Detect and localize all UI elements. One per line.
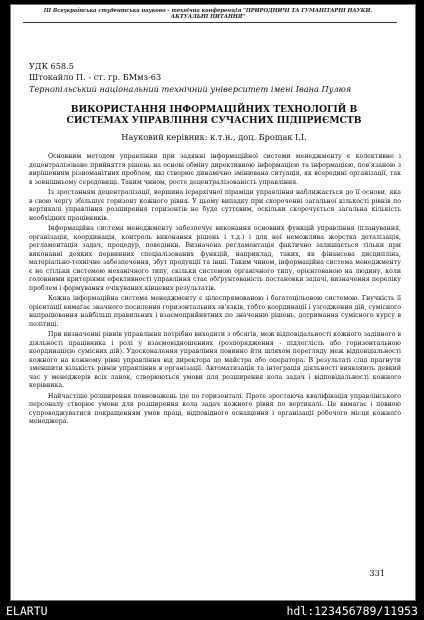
- article-title-line-1: ВИКОРИСТАННЯ ІНФОРМАЦІЙНИХ ТЕХНОЛОГІЙ В: [70, 104, 358, 115]
- article-body: [29, 153, 401, 429]
- scientific-advisor: Науковий керівник: к.т.н., доц. Брощак І.І.: [121, 132, 307, 142]
- article-title: [31, 104, 397, 126]
- body-paragraph: Найчастіше розширення повноважень іде по горизонталі. Проте зростаюча кваліфікація управлінського персоналу створює умови для розширення кола задач кожного рівня по вертикалі. Це вимагає і повною супроводжуватися покращенням умов праці, відповідного оснащення і організації робочого місця кожного менеджера.: [29, 392, 401, 425]
- university-line: Тернопільський національний технічний університет імені Івана Пулюя: [29, 84, 352, 94]
- body-paragraph: Інформаційна система менеджменту забезпечує виконання основних функцій управління (планування, організація, координація, контроль виконання рішень і т.д.) і для неї неможлива жорстка деталізація, регламентація задач, процедур, поведінки. Визначена регламентація фактично залишається тільки при виконанні деяких первинних спеціалізованих функцій, наприклад, таких, як фінансова дисципліна, матеріально-технічне забезпечення, збут продукції та інші. Таким чином, інформаційна система менеджменту є не стільки системою механічного типу, скільки системою органічного типу, орієнтованою на людину, коли головними критеріями ефективності управління стає обґрунтованість постановки задачі, визначення переліку проблем і формування очікуваних кінцевих результатів.: [29, 225, 401, 292]
- body-paragraph: Кожна інформаційна система менеджменту є цілеспрямованою і багатоцільовою системою. Гнучкість її орієнтації вимагає значного посилення горизонтальних зв'язків, тобто координації і узгодження дій, сумісного напрацювання найбільш правильних і взаємоприйнятних по значенню рішень, дотримання сумісного курсу в політиці.: [29, 295, 401, 328]
- page-number: 331: [369, 568, 385, 578]
- body-paragraph: Із зростанням децентралізації, вершина ієрархічної піраміди управління наближається до її основи, яка в свою чергу збільшує горизонт кожного рівня. У цьому випадку при скороченні загальної кількості рівнів по вертикалі управління розширення горизонтів не буде суттєвим, оскільки скорочується загальна кількість необхідних працівників.: [29, 189, 401, 222]
- document-page: [10, 4, 416, 601]
- header-divider: [23, 22, 397, 23]
- author-line: Штокайло П. - ст. гр. БМмз-63: [29, 72, 162, 82]
- conference-header: [23, 8, 393, 21]
- article-title-line-2: СИСТЕМАХ УПРАВЛІННЯ СУЧАСНИХ ПІДПРИЄМСТВ: [66, 115, 362, 126]
- body-paragraph: Основним методом управління при задянні інформаційної системи менеджменту є колективне і децентралізоване прийняття рішень на основі обміну директивною інформацією та інформацією, пов'язаною з вирішенням різноманітних проблем, які створює динамічно змінювана ситуація, як всередині організації, так в зовнішньому середовищі. Таким чином, росте децентралізованість управління.: [29, 153, 401, 186]
- conference-header-line-1: ІІІ Всеукраїнська студентська науково - технічна конференція "ПРИРОДНИЧІ ТА ГУМАНІТАРНІ НАУКИ.: [43, 8, 373, 14]
- conference-header-line-2: АКТУАЛЬНІ ПИТАННЯ": [170, 14, 246, 21]
- repository-footer: [0, 601, 424, 620]
- repository-name: ELARTU: [6, 604, 48, 618]
- handle-identifier[interactable]: hdl:123456789/11953: [286, 604, 418, 618]
- body-paragraph: При визначенні рівнів управління потрібно виходити з обсягів, меж відповідальності кожного задіяного в діяльності працівника і ролі у взаємовідношеннях (розпорядження - підлеглість або горизонтальною координацією сумісних дій). Удосконалення управління повинно йти шляхом перегляду меж відповідальності кожного на кожному рівні управління від директора до майстра або оператора. В результаті слід прагнути зменшити кількість рівнів управління в організації. Автоматизація та інтеграція діяльності виявляють девкий час у менеджерів всіх ланок, створюються умови для розширення кола задач і відповідальності кожного керівника.: [29, 331, 401, 389]
- udk-code: УДК 658.5: [29, 61, 74, 71]
